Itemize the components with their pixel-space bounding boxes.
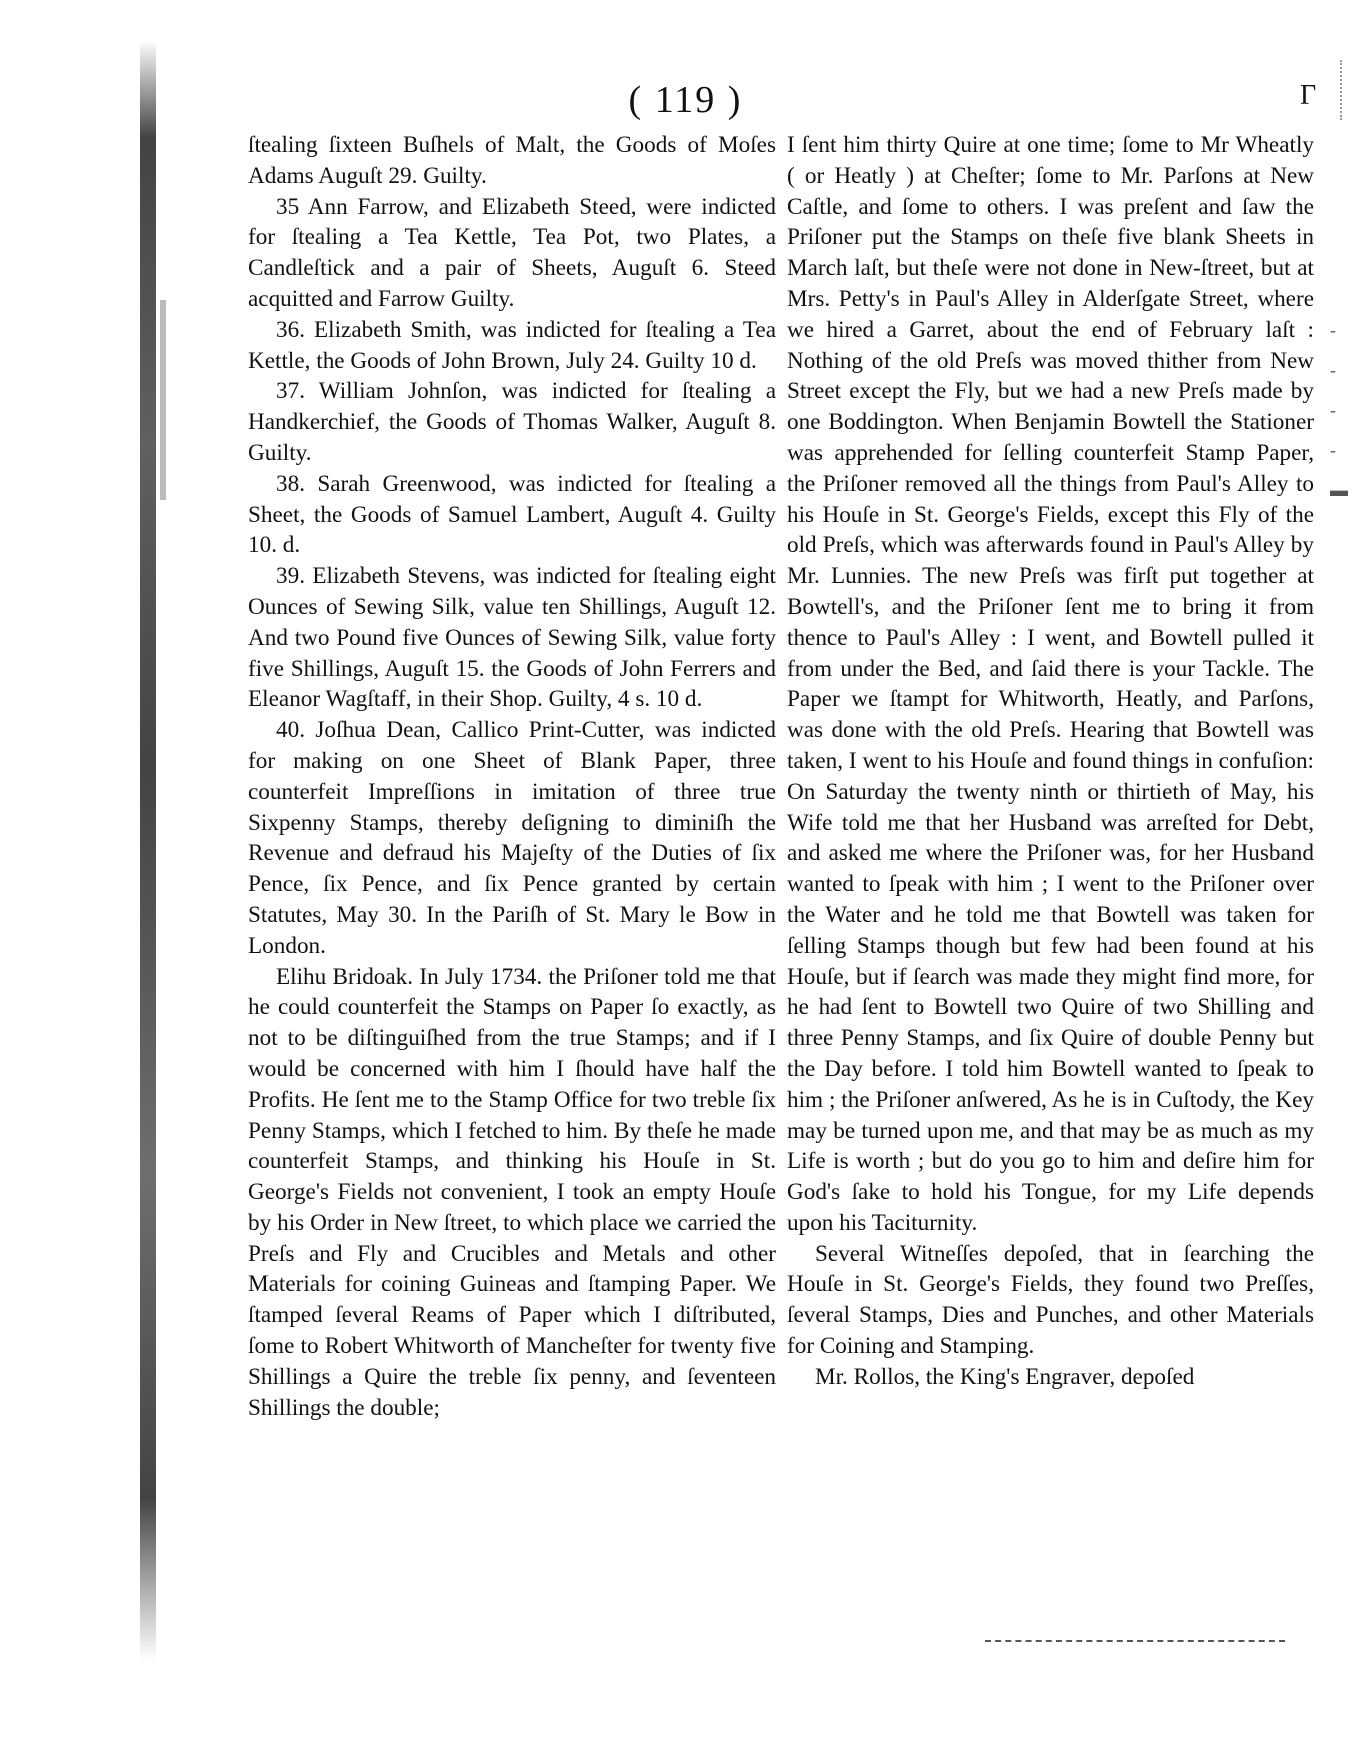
case-40: 40. Joſhua Dean, Callico Print-Cutter, was indicted for making on one Sheet of Blank Paper, three counterfeit Impreſſions in imitation of three true Sixpenny Stamps, thereby deſigning to diminiſh the Revenue and defraud his Majeſty of the Duties of ſix Pence, ſix Pence, and ſix Pence granted by certain Statutes, May 30. In the Pariſh of St. Mary le Bow in London.: [248, 717, 776, 959]
case-36: 36. Elizabeth Smith, was indicted for ſtealing a Tea Kettle, the Goods of John Brown, July 24. Guilty 10 d.: [248, 316, 776, 374]
scan-binding-edge: [140, 40, 156, 1660]
testimony-bridoak: Elihu Bridoak. In July 1734. the Priſoner told me that he could counterfeit the Stamps on Paper ſo exactly, as not to be diſtinguiſhed from the true Stamps; and if I would be concerned with him I ſhould have half the Profits. He ſent me to the Stamp Office for two treble ſix Penny Stamps, which I fetched to him. By theſe he made counterfeit Stamps, and thinking his Houſe in St. George's Fields not convenient, I took an empty Houſe by his Order in New ſtreet, to which place we carried the Preſs and Fly and Crucibles and Metals and other Materials for coining Guineas and ſtamping Paper. We ſtamped ſeveral Reams of Paper which I diſtributed, ſome to Robert Whitworth of Mancheſter for twenty five Shillings a Quire the treble ſix penny, and ſeventeen Shillings the double;: [248, 963, 776, 1421]
rollos-paragraph: Mr. Rollos, the King's Engraver, depoſed: [815, 1363, 1195, 1390]
page-number: ( 119 ): [628, 79, 743, 121]
margin-marks: - - - - ▬: [1330, 320, 1348, 500]
paragraph: ſtealing ſixteen Buſhels of Malt, the Goods of Moſes Adams Auguſt 29. Guilty.: [248, 132, 776, 189]
corner-mark: Γ: [1300, 80, 1317, 111]
witnesses-paragraph: Several Witneſſes depoſed, that in ſearching the Houſe in St. George's Fields, they found two Preſſes, ſeveral Stamps, Dies and Punches, and other Materials for Coining and Stamping.: [787, 1240, 1314, 1360]
right-column: [787, 130, 1314, 1393]
scan-binding-shadow: [160, 300, 166, 500]
testimony-continued: I ſent him thirty Quire at one time; ſome to Mr Wheatly ( or Heatly ) at Cheſter; ſome to Mr. Parſons at New Caſtle, and ſome to others. I was preſent and ſaw the Priſoner put the Stamps on theſe five blank Sheets in March laſt, but theſe were not done in New-ſtreet, but at Mrs. Petty's in Paul's Alley in Alderſgate Street, where we hired a Garret, about the end of February laſt : Nothing of the old Preſs was moved thither from New Street except the Fly, but we had a new Preſs made by one Boddington. When Benjamin Bowtell the Stationer was apprehended for ſelling counterfeit Stamp Paper, the Priſoner removed all the things from Paul's Alley to his Houſe in St. George's Fields, except this Fly of the old Preſs, which was afterwards found in Paul's Alley by Mr. Lunnies. The new Preſs was firſt put together at Bowtell's, and the Priſoner ſent me to bring it from thence to Paul's Alley : I went, and Bowtell pulled it from under the Bed, and ſaid there is your Tackle. The Paper we ſtampt for Whitworth, Heatly, and Parſons, was done with the old Preſs. Hearing that Bowtell was taken, I went to his Houſe and found things in confuſion: On Saturday the twenty ninth or thirtieth of May, his Wife told me that her Husband was arreſted for Debt, and asked me where the Priſoner was, for her Husband wanted to ſpeak with him ; I went to the Priſoner over the Water and he told me that Bowtell was taken for ſelling Stamps though but few had been found at his Houſe, but if ſearch was made they might find more, for he had ſent to Bowtell two Quire of two Shilling and three Penny Stamps, and ſix Quire of double Penny but the Day before. I told him Bowtell wanted to ſpeak to him ; the Priſoner anſwered, As he is in Cuſtody, the Key may be turned upon me, and that may be as much as my Life is worth ; but do you go to him and deſire him for God's ſake to hold his Tongue, for my Life depends upon his Taciturnity.: [787, 132, 1314, 1236]
bottom-rule: [985, 1640, 1285, 1642]
case-35: 35 Ann Farrow, and Elizabeth Steed, were indicted for ſtealing a Tea Kettle, Tea Pot, two Plates, a Candleſtick and a pair of Sheets, Auguſt 6. Steed acquitted and Farrow Guilty.: [248, 193, 776, 312]
case-37: 37. William Johnſon, was indicted for ſtealing a Handkerchief, the Goods of Thomas Walker, Auguſt 8. Guilty.: [248, 378, 776, 466]
left-column: [248, 130, 776, 1423]
case-39: 39. Elizabeth Stevens, was indicted for ſtealing eight Ounces of Sewing Silk, value ten Shillings, Auguſt 12. And two Pound five Ounces of Sewing Silk, value forty five Shillings, Auguſt 15. the Goods of John Ferrers and Eleanor Wagſtaff, in their Shop. Guilty, 4 s. 10 d.: [248, 563, 776, 713]
case-38: 38. Sarah Greenwood, was indicted for ſtealing a Sheet, the Goods of Samuel Lambert, Auguſt 4. Guilty 10. d.: [248, 470, 776, 559]
